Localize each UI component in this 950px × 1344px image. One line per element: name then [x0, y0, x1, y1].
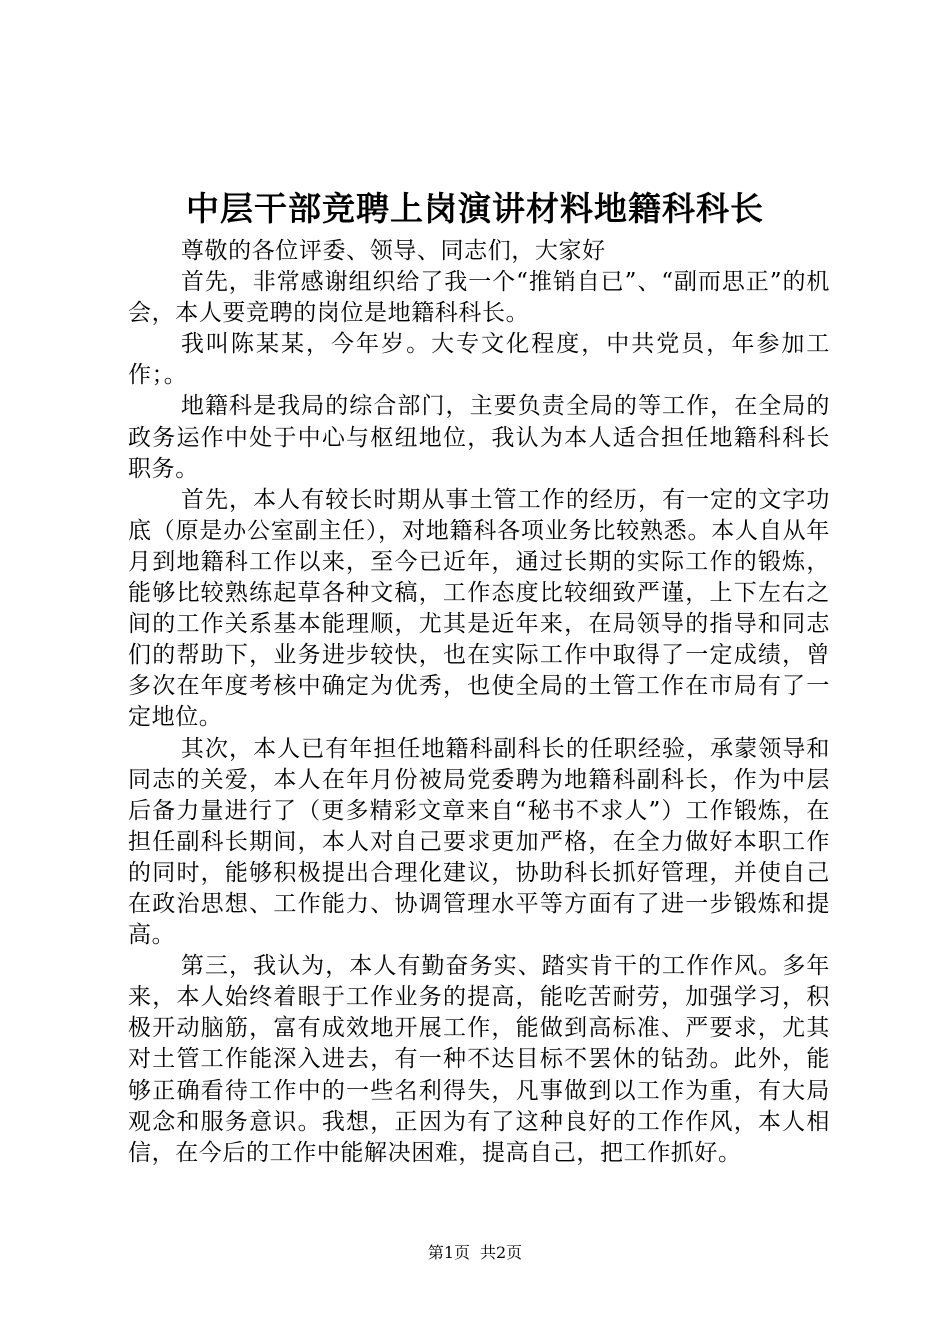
page-total: 共2页 — [480, 1243, 523, 1262]
document-body — [128, 236, 830, 1169]
paragraph-greeting: 尊敬的各位评委、领导、同志们，大家好 — [180, 238, 606, 264]
page-footer — [0, 1241, 950, 1265]
paragraph-second-reason: 其次，本人已有年担任地籍科副科长的任职经验，承蒙领导和同志的关爱，本人在年月份被局党委聘为地籍科副科长，作为中层后备力量进行了（更多精彩文章来自“秘书不求人”）工作锻炼，在担任副科长期间，本人对自己要求更加严格，在全力做好本职工作的同时，能够积极提出合理化建议，协助科长抓好管理，并使自己在政治思想、工作能力、协调管理水平等方面有了进一步锻炼和提高。 — [128, 735, 830, 949]
page-number: 第1页 — [427, 1243, 470, 1262]
paragraph-third-reason: 第三，我认为，本人有勤奋务实、踏实肯干的工作作风。多年来，本人始终着眼于工作业务的提高，能吃苦耐劳，加强学习，积极开动脑筋，富有成效地开展工作，能做到高标准、严要求，尤其对土管工作能深入进去，有一种不达目标不罢休的钻劲。此外，能够正确看待工作中的一些名利得失，凡事做到以工作为重，有大局观念和服务意识。我想，正因为有了这种良好的工作作风，本人相信，在今后的工作中能解决困难，提高自己，把工作抓好。 — [128, 953, 830, 1166]
paragraph-self-introduction: 我叫陈某某，今年岁。大专文化程度，中共党员，年参加工作；。 — [128, 331, 830, 389]
paragraph-intro: 首先，非常感谢组织给了我一个“推销自已”、“副而思正”的机会，本人要竞聘的岗位是地籍科科长。 — [128, 269, 830, 327]
document-title: 中层干部竞聘上岗演讲材料地籍科科长 — [186, 189, 764, 228]
paragraph-department: 地籍科是我局的综合部门，主要负责全局的等工作，在全局的政务运作中处于中心与枢纽地位，我认为本人适合担任地籍科科长职务。 — [128, 393, 830, 482]
paragraph-first-reason: 首先，本人有较长时期从事土管工作的经历，有一定的文字功底（原是办公室副主任），对地籍科各项业务比较熟悉。本人自从年月到地籍科工作以来，至今已近年，通过长期的实际工作的锻炼，能够比较熟练起草各种文稿，工作态度比较细致严谨，上下左右之间的工作关系基本能理顺，尤其是近年来，在局领导的指导和同志们的帮助下，业务进步较快，也在实际工作中取得了一定成绩，曾多次在年度考核中确定为优秀，也使全局的土管工作在市局有了一定地位。 — [128, 486, 830, 731]
